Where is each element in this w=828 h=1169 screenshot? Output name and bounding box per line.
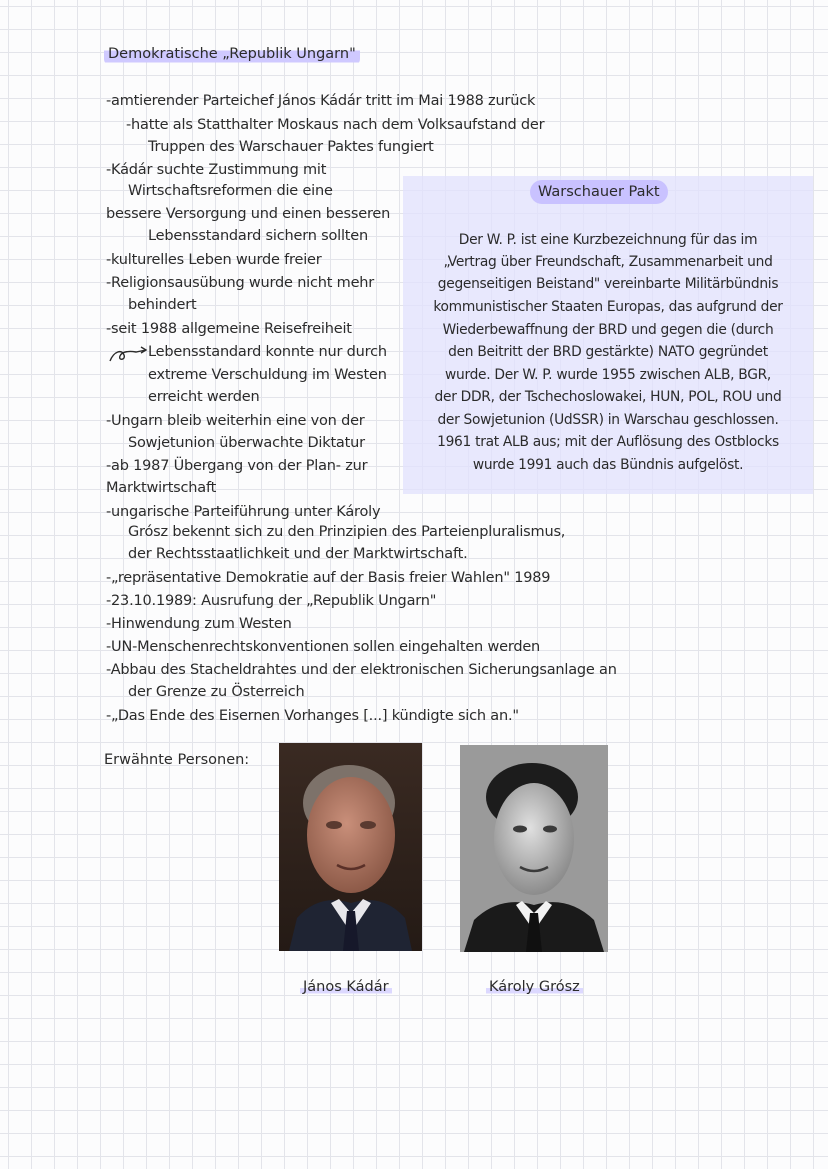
note-line: -hatte als Statthalter Moskaus nach dem Volksaufstand der <box>126 117 545 133</box>
note-line: -Kádár suchte Zustimmung mit <box>106 162 327 178</box>
note-line: -„repräsentative Demokratie auf der Basis freier Wahlen" 1989 <box>106 570 551 586</box>
persons-label: Erwähnte Personen: <box>104 750 253 770</box>
portrait-grosz <box>460 745 608 952</box>
info-box-line: der DDR, der Tschechoslowakei, HUN, POL, ROU und <box>434 389 782 405</box>
info-box-line: kommunistischer Staaten Europas, das aufgrund der <box>433 299 783 315</box>
arrow-swirl-icon <box>108 345 148 365</box>
note-line: Lebensstandard sichern sollten <box>148 228 368 244</box>
info-box-line: Wiederbewaffnung der BRD und gegen die (durch <box>442 322 774 338</box>
info-box-line: „Vertrag über Freundschaft, Zusammenarbeit und <box>443 254 773 270</box>
caption-grosz-text: Károly Grósz <box>486 979 583 995</box>
info-box-line: wurde. Der W. P. wurde 1955 zwischen ALB, BGR, <box>445 367 771 383</box>
portrait-kadar <box>279 743 422 951</box>
note-line: -Hinwendung zum Westen <box>106 616 292 632</box>
note-line: Marktwirtschaft <box>106 480 217 496</box>
note-line: -Ungarn bleib weiterhin eine von der <box>106 413 365 429</box>
info-box-line: wurde 1991 auch das Bündnis aufgelöst. <box>472 457 744 473</box>
note-line: Truppen des Warschauer Paktes fungiert <box>148 139 434 155</box>
note-line: -Abbau des Stacheldrahtes und der elektronischen Sicherungsanlage an <box>106 662 617 678</box>
note-line: Wirtschaftsreformen die eine <box>128 183 333 199</box>
note-line: -UN-Menschenrechtskonventionen sollen eingehalten werden <box>106 639 541 655</box>
note-line: extreme Verschuldung im Westen <box>148 367 387 383</box>
caption-kadar <box>300 977 392 997</box>
info-box-line: Der W. P. ist eine Kurzbezeichnung für das im <box>458 232 758 248</box>
note-line: -kulturelles Leben wurde freier <box>106 252 322 268</box>
note-line: Grósz bekennt sich zu den Prinzipien des Parteienpluralismus, <box>128 524 566 540</box>
note-line: behindert <box>128 297 197 313</box>
caption-grosz <box>486 977 583 997</box>
note-line: -Religionsausübung wurde nicht mehr <box>106 275 375 291</box>
note-line: -ab 1987 Übergang von der Plan- zur <box>106 458 368 474</box>
note-line: der Grenze zu Österreich <box>128 684 305 700</box>
page-title: Demokratische „Republik Ungarn" <box>104 43 360 65</box>
note-line: der Rechtsstaatlichkeit und der Marktwirtschaft. <box>128 546 468 562</box>
note-line: -ungarische Parteiführung unter Károly <box>106 504 381 520</box>
info-box-line: 1961 trat ALB aus; mit der Auflösung des Ostblocks <box>437 434 779 450</box>
note-line: erreicht werden <box>148 389 260 405</box>
note-line: Sowjetunion überwachte Diktatur <box>128 435 365 451</box>
note-line: -23.10.1989: Ausrufung der „Republik Ungarn" <box>106 593 437 609</box>
info-box-line: der Sowjetunion (UdSSR) in Warschau geschlossen. <box>437 412 779 428</box>
note-line: -„Das Ende des Eisernen Vorhanges [...] kündigte sich an." <box>106 708 519 724</box>
note-line: -seit 1988 allgemeine Reisefreiheit <box>106 321 352 337</box>
caption-kadar-text: János Kádár <box>300 979 392 995</box>
note-line: bessere Versorgung und einen besseren <box>106 206 391 222</box>
note-line: -amtierender Parteichef János Kádár tritt im Mai 1988 zurück <box>106 93 536 109</box>
info-box-line: den Beitritt der BRD gestärkte) NATO gegründet <box>448 344 768 360</box>
info-box-line: gegenseitigen Beistand" vereinbarte Militärbündnis <box>437 276 779 292</box>
note-line: Lebensstandard konnte nur durch <box>148 344 387 360</box>
info-box-title: Warschauer Pakt <box>530 180 668 204</box>
